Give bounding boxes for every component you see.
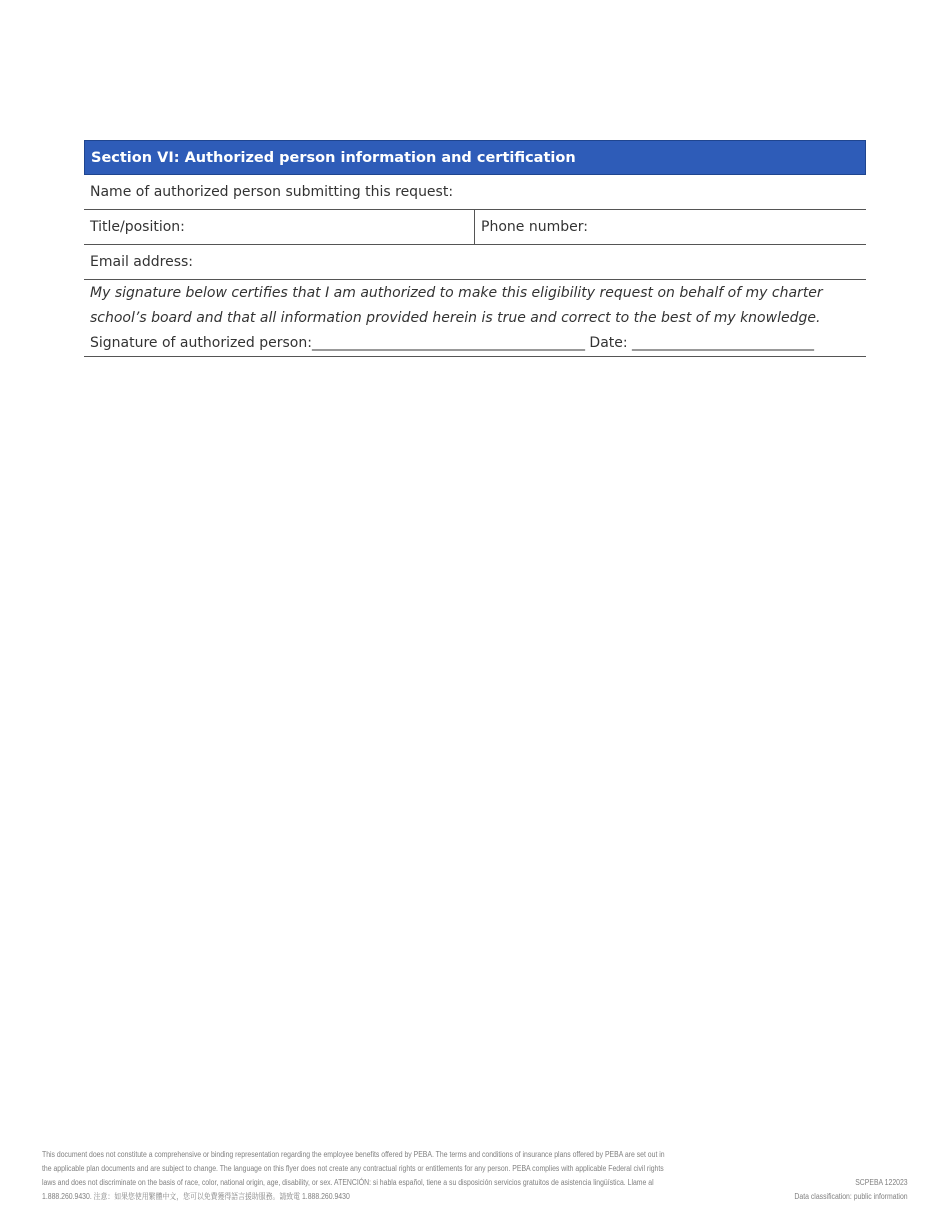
footer-form-info <box>795 1176 908 1204</box>
certification-block <box>84 280 866 357</box>
authorized-person-name-field[interactable] <box>84 175 866 210</box>
email-address-label: Email address: <box>90 254 194 270</box>
signature-date-line[interactable]: Signature of authorized person:_______________________________________ Date: __________________________ <box>90 335 815 351</box>
phone-number-field[interactable] <box>475 210 866 244</box>
phone-number-label: Phone number: <box>481 219 588 235</box>
form-code: SCPEBA 122023 <box>855 1178 908 1187</box>
disclaimer-line: laws and does not discriminate on the basis of race, color, national origin, age, disability, or sex. ATENCIÓN: si habla español, tiene a su disposición servicios gratuitos de asistencia lingüística. Llame al <box>42 1178 654 1187</box>
authorized-person-form <box>84 140 866 357</box>
disclaimer-line: This document does not constitute a comprehensive or binding representation regarding the employee benefits offered by PEBA. The terms and conditions of insurance plans offered by PEBA are set out in <box>42 1150 665 1159</box>
certification-text: My signature below certifies that I am authorized to make this eligibility request on behalf of my charter school’s board and that all information provided herein is true and correct to the best of my knowledge. <box>90 285 823 326</box>
title-position-field[interactable] <box>84 210 475 244</box>
data-classification: Data classification: public information <box>794 1192 908 1201</box>
disclaimer-line: 1.888.260.9430. 注意：如果您使用繁體中文，您可以免費獲得語言援助服務。請致電 1.888.260.9430 <box>42 1192 350 1201</box>
title-phone-row <box>84 210 866 245</box>
disclaimer-line: the applicable plan documents and are subject to change. The language on this flyer does not create any contractual rights or entitlements for any person. PEBA complies with applicable Federal civil rights <box>42 1164 664 1173</box>
email-address-field[interactable] <box>84 245 866 280</box>
title-position-label: Title/position: <box>90 219 185 235</box>
footer-disclaimer <box>42 1148 665 1204</box>
name-label: Name of authorized person submitting this request: <box>90 184 454 200</box>
section-header: Section VI: Authorized person information and certification <box>84 140 866 175</box>
